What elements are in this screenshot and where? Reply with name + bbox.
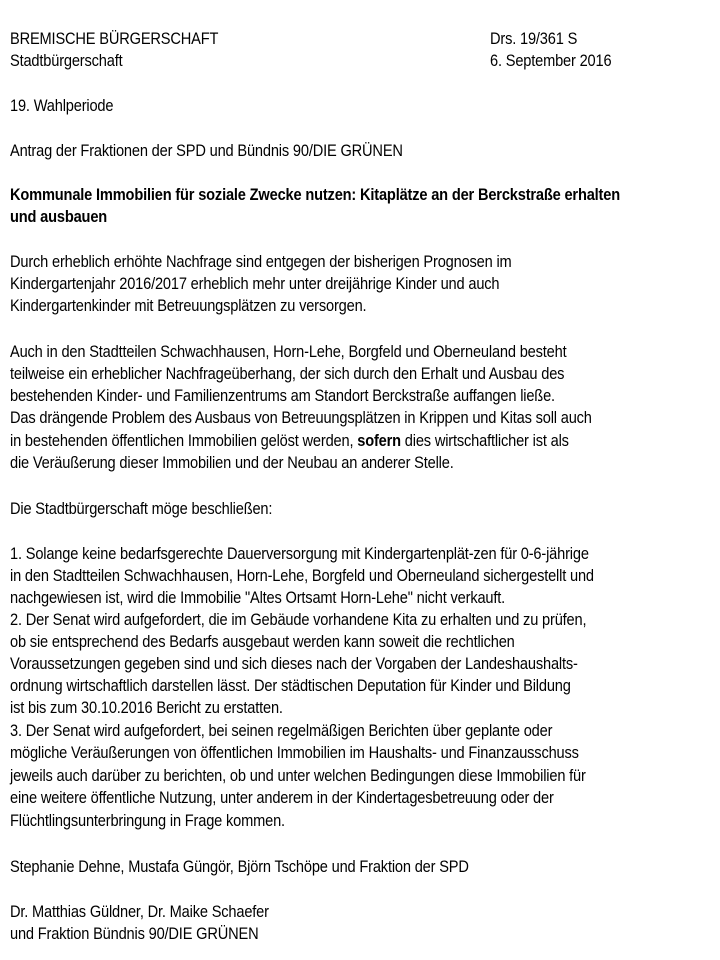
signature-greens: Dr. Matthias Güldner, Dr. Maike Schaefer	[10, 902, 269, 921]
resolution-item-1-line: nachgewiesen ist, wird die Immobilie "Altes Ortsamt Horn-Lehe" nicht verkauft.	[10, 588, 506, 607]
resolution-item-1-line: in den Stadtteilen Schwachhausen, Horn-Lehe, Borgfeld und Oberneuland sichergestellt und	[10, 566, 594, 585]
body-line: Das drängende Problem des Ausbaus von Betreuungsplätzen in Krippen und Kitas soll auch	[10, 408, 592, 427]
motion-title-line: Kommunale Immobilien für soziale Zwecke nutzen: Kitaplätze an der Berckstraße erhalten	[10, 185, 620, 204]
resolution-item-2-line: 2. Der Senat wird aufgefordert, die im Gebäude vorhandene Kita zu erhalten und zu prüfen,	[10, 610, 587, 629]
signature-greens: und Fraktion Bündnis 90/DIE GRÜNEN	[10, 924, 259, 943]
body-line: Kindergartenkinder mit Betreuungsplätzen zu versorgen.	[10, 296, 367, 315]
body-line: bestehenden Kinder- und Familienzentrums am Standort Berckstraße auffangen ließe.	[10, 386, 555, 405]
resolution-item-2-line: ordnung wirtschaftlich darstellen lässt. Der städtischen Deputation für Kinder und Bildung	[10, 676, 571, 695]
resolution-item-3-line: jeweils auch darüber zu berichten, ob und unter welchen Bedingungen diese Immobilien für	[10, 766, 586, 785]
resolution-item-2-line: Voraussetzungen gegeben sind und sich dieses nach der Vorgaben der Landeshaushalts-	[10, 654, 578, 673]
body-line: Kindergartenjahr 2016/2017 erheblich mehr unter dreijährige Kinder und auch	[10, 274, 500, 293]
body-text: in bestehenden öffentlichen Immobilien gelöst werden,	[10, 431, 358, 450]
org-name: BREMISCHE BÜRGERSCHAFT	[10, 29, 219, 48]
resolution-item-2-line: ob sie entsprechend des Bedarfs ausgebaut werden kann soweit die rechtlichen	[10, 632, 515, 651]
body-line: Auch in den Stadtteilen Schwachhausen, Horn-Lehe, Borgfeld und Oberneuland besteht	[10, 342, 567, 361]
body-text: dies wirtschaftlicher ist als	[400, 431, 569, 450]
resolution-item-3-line: eine weitere öffentliche Nutzung, unter anderem in der Kindertagesbetreuung oder der	[10, 788, 554, 807]
legislative-period: 19. Wahlperiode	[10, 96, 114, 115]
motion-type: Antrag der Fraktionen der SPD und Bündnis 90/DIE GRÜNEN	[10, 141, 403, 160]
body-line: die Veräußerung dieser Immobilien und der Neubau an anderer Stelle.	[10, 453, 454, 472]
resolution-item-3-line: mögliche Veräußerungen von öffentlichen Immobilien im Haushalts- und Finanzausschuss	[10, 743, 579, 762]
motion-title-line: und ausbauen	[10, 207, 108, 226]
resolution-item-3-line: Flüchtlingsunterbringung in Frage kommen.	[10, 811, 285, 830]
resolution-item-2-line: ist bis zum 30.10.2016 Bericht zu erstatten.	[10, 698, 283, 717]
body-line: Durch erheblich erhöhte Nachfrage sind entgegen der bisherigen Prognosen im	[10, 252, 512, 271]
drucksache-number: Drs. 19/361 S	[490, 29, 578, 48]
body-line	[10, 430, 569, 452]
resolution-item-3-line: 3. Der Senat wird aufgefordert, bei seinen regelmäßigen Berichten über geplante oder	[10, 721, 553, 740]
body-line: teilweise ein erheblicher Nachfrageüberhang, der sich durch den Erhalt und Ausbau des	[10, 364, 565, 383]
document-date: 6. September 2016	[490, 51, 612, 70]
resolution-intro: Die Stadtbürgerschaft möge beschließen:	[10, 499, 273, 518]
emphasized-word: sofern	[357, 431, 401, 450]
signature-spd: Stephanie Dehne, Mustafa Güngör, Björn Tschöpe und Fraktion der SPD	[10, 857, 469, 876]
resolution-item-1-line: 1. Solange keine bedarfsgerechte Dauerversorgung mit Kindergartenplät-zen für 0-6-jährige	[10, 544, 589, 563]
chamber-name: Stadtbürgerschaft	[10, 51, 123, 70]
